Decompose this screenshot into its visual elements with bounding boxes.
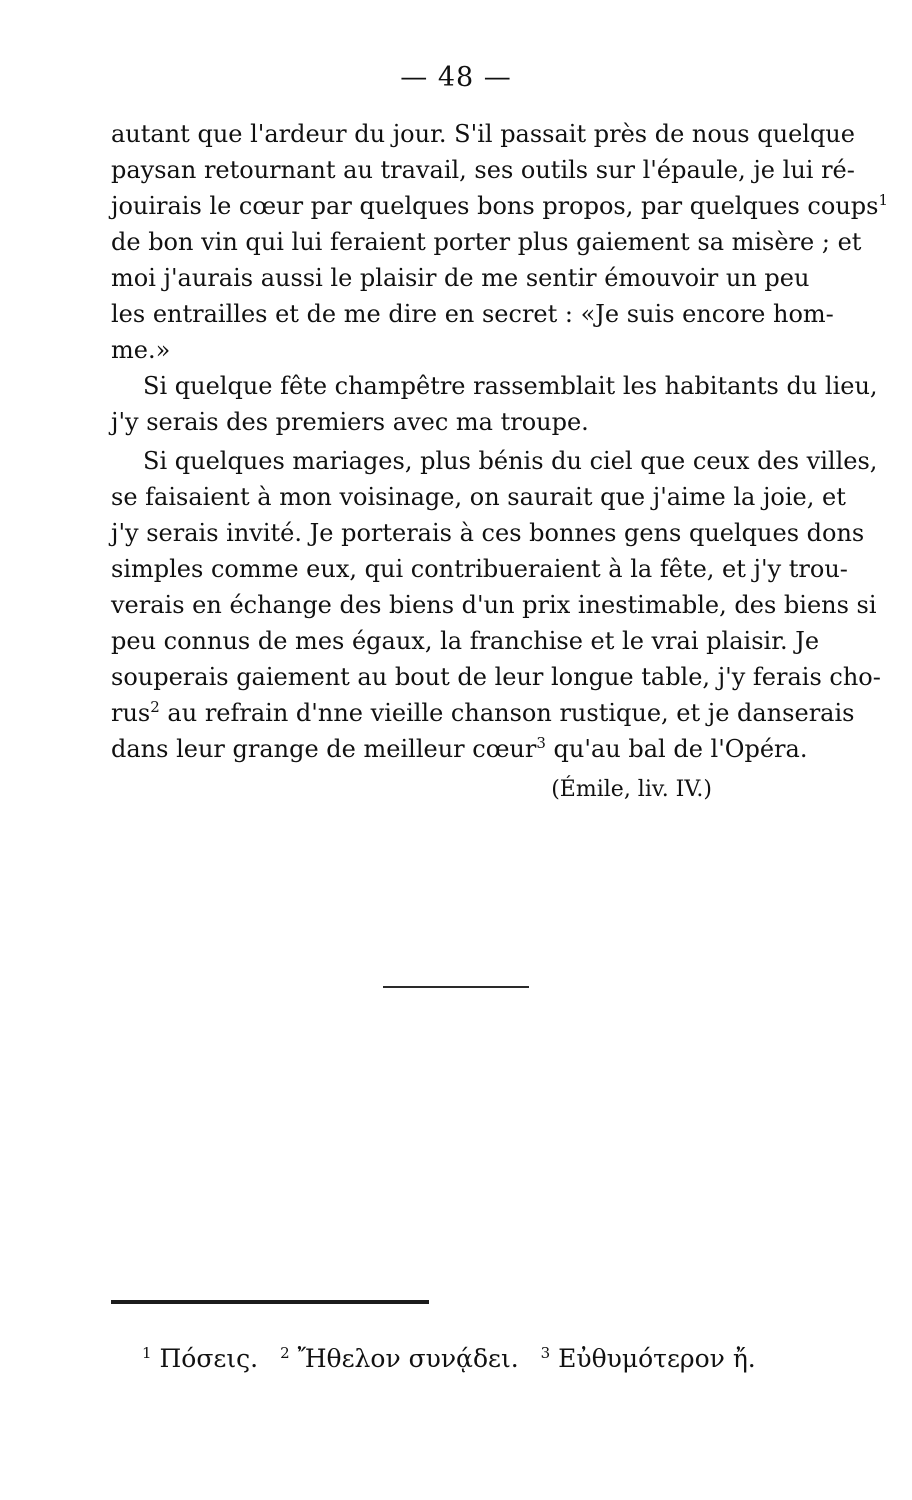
footnote-ref-3: 3 <box>536 734 546 752</box>
footnote-ref-1: 1 <box>878 191 889 209</box>
text-line: dans leur grange de meilleur cœur$^3$ qu'au bal de l'Opéra. <box>111 734 808 763</box>
text-line: autant que l'ardeur du jour. S'il passait près de nous quelque <box>111 120 855 148</box>
text-line: Si quelques mariages, plus bénis du ciel que ceux des villes, <box>143 447 878 475</box>
text-line: de bon vin qui lui feraient porter plus gaiement sa misère ; et <box>111 228 862 256</box>
text-line: rus$^2$ au refrain d'nne vieille chanson rustique, et je danserais <box>111 698 855 727</box>
citation: (Émile, liv. IV.) <box>551 777 712 802</box>
text-line: se faisaient à mon voisinage, on saurait que j'aime la joie, et <box>111 483 846 511</box>
page-number: — 48 — <box>400 62 512 93</box>
text-line: peu connus de mes égaux, la franchise et le vrai plaisir. Je <box>111 627 820 655</box>
text-line: Si quelque fête champêtre rassemblait les habitants du lieu, <box>143 372 878 400</box>
text-line: j'y serais des premiers avec ma troupe. <box>111 408 589 436</box>
footnote: $^1$ Πόσεις. <box>142 1344 259 1373</box>
section-divider <box>383 986 529 988</box>
footnote: $^2$ Ἤθελον συνᾴδει. <box>280 1344 519 1373</box>
footnote-ref-2: 2 <box>150 698 160 716</box>
footnote: $^3$ Εὐθυμότερον ἤ. <box>540 1344 756 1373</box>
text-line: moi j'aurais aussi le plaisir de me sentir émouvoir un peu <box>111 264 810 292</box>
text-line: jouirais le cœur par quelques bons propos, par quelques coups$^1$ <box>111 191 889 220</box>
text-line: verais en échange des biens d'un prix inestimable, des biens si <box>111 591 877 619</box>
text-line: me.» <box>111 336 171 364</box>
text-line: souperais gaiement au bout de leur longue table, j'y ferais cho- <box>111 663 881 691</box>
text-line: simples comme eux, qui contribueraient à la fête, et j'y trou- <box>111 555 848 583</box>
text-line: paysan retournant au travail, ses outils sur l'épaule, je lui ré- <box>111 156 855 184</box>
footnote-rule <box>111 1300 429 1304</box>
text-line: les entrailles et de me dire en secret : «Je suis encore hom- <box>111 300 834 328</box>
text-line: j'y serais invité. Je porterais à ces bonnes gens quelques dons <box>111 519 865 547</box>
footnotes <box>142 1344 770 1373</box>
